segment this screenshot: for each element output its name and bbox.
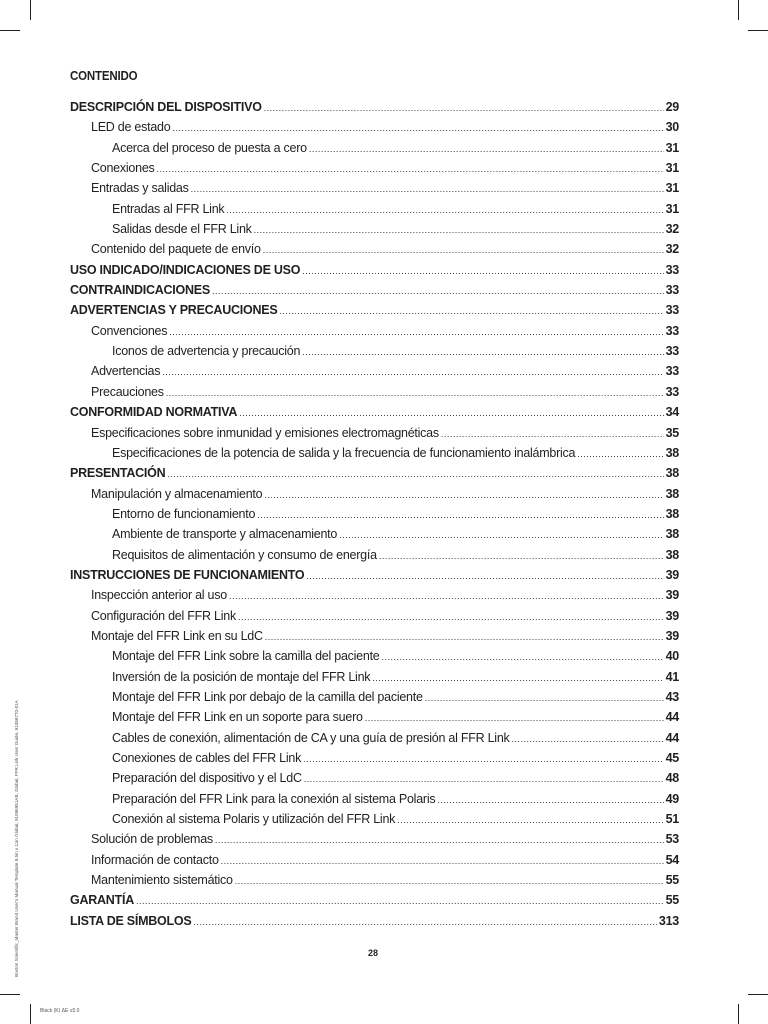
toc-entry-label: Montaje del FFR Link sobre la camilla del paciente: [112, 649, 380, 664]
toc-entry-page: 38: [665, 486, 679, 501]
dot-leader: [238, 607, 664, 627]
dot-leader: [425, 688, 664, 708]
toc-entry-label: Requisitos de alimentación y consumo de energía: [112, 547, 377, 562]
toc-entry[interactable]: [70, 646, 679, 666]
toc-entry-page: 35: [665, 425, 679, 440]
toc-entry-label: Entorno de funcionamiento: [112, 506, 256, 521]
toc-entry[interactable]: [70, 606, 679, 626]
toc-entry[interactable]: [70, 423, 679, 443]
toc-entry-page: 39: [665, 567, 679, 582]
dot-leader: [577, 444, 663, 464]
crop-mark-top-right: [738, 0, 739, 20]
toc-entry-page: 33: [665, 303, 679, 318]
dot-leader: [157, 159, 664, 179]
toc-entry-label: Inversión de la posición de montaje del FFR Link: [112, 669, 371, 684]
toc-entry-label: Precauciones: [91, 384, 164, 399]
toc-entry-page: 38: [665, 506, 679, 521]
toc-entry-page: 31: [665, 140, 679, 155]
toc-entry[interactable]: [70, 850, 679, 870]
dot-leader: [264, 98, 664, 118]
toc-entry-label: Preparación del dispositivo y el LdC: [112, 771, 302, 786]
toc-entry-label: Preparación del FFR Link para la conexión al sistema Polaris: [112, 791, 436, 806]
toc-entry[interactable]: [70, 728, 679, 748]
dot-leader: [265, 627, 664, 647]
dot-leader: [279, 301, 663, 321]
toc-entry-label: INSTRUCCIONES DE FUNCIONAMIENTO: [70, 567, 305, 582]
toc-entry-label: Solución de problemas: [91, 832, 213, 847]
toc-entry[interactable]: [70, 484, 679, 504]
dot-leader: [309, 139, 664, 159]
dot-leader: [229, 586, 664, 606]
dot-leader: [212, 281, 664, 301]
dot-leader: [264, 485, 663, 505]
toc-entry-page: 55: [665, 873, 679, 888]
toc-entry-page: 44: [665, 730, 679, 745]
toc-entry-page: 38: [665, 445, 679, 460]
toc-entry-page: 41: [665, 669, 679, 684]
toc-entry-label: Montaje del FFR Link por debajo de la camilla del paciente: [112, 689, 423, 704]
dot-leader: [239, 403, 663, 423]
toc-entry[interactable]: [70, 260, 679, 280]
toc-entry-page: 39: [665, 608, 679, 623]
dot-leader: [372, 668, 663, 688]
toc-entry-label: Acerca del proceso de puesta a cero: [112, 140, 307, 155]
dot-leader: [306, 566, 663, 586]
crop-mark-bottom-right: [738, 1004, 739, 1024]
toc-entry-label: GARANTÍA: [70, 893, 134, 908]
toc-entry-page: 31: [665, 181, 679, 196]
toc-entry-label: Ambiente de transporte y almacenamiento: [112, 527, 338, 542]
toc-entry[interactable]: [70, 158, 679, 178]
table-of-contents: [70, 97, 679, 931]
toc-entry-label: Entradas al FFR Link: [112, 201, 225, 216]
toc-entry-page: 33: [665, 262, 679, 277]
toc-entry[interactable]: [70, 361, 679, 381]
toc-entry-label: Especificaciones de la potencia de salida y la frecuencia de funcionamiento inalámbrica: [112, 445, 576, 460]
toc-entry-label: Manipulación y almacenamiento: [91, 486, 263, 501]
crop-mark-top-left: [0, 30, 20, 31]
toc-entry[interactable]: [70, 463, 679, 483]
toc-entry[interactable]: [70, 707, 679, 727]
toc-entry-label: ADVERTENCIAS Y PRECAUCIONES: [70, 303, 278, 318]
toc-entry[interactable]: [70, 341, 679, 361]
dot-leader: [226, 200, 663, 220]
toc-entry[interactable]: [70, 585, 679, 605]
toc-entry-page: 39: [665, 588, 679, 603]
crop-mark-bottom-left: [0, 994, 20, 995]
toc-entry-label: USO INDICADO/INDICACIONES DE USO: [70, 262, 301, 277]
crop-mark-bottom-right: [748, 994, 768, 995]
dot-leader: [441, 424, 664, 444]
toc-entry[interactable]: [70, 178, 679, 198]
dot-leader: [365, 708, 664, 728]
dot-leader: [437, 790, 663, 810]
dot-leader: [397, 810, 663, 830]
toc-entry-label: Inspección anterior al uso: [91, 588, 227, 603]
toc-entry-page: 38: [665, 527, 679, 542]
page-number: 28: [367, 948, 378, 958]
toc-entry-page: 32: [665, 222, 679, 237]
toc-entry[interactable]: [70, 138, 679, 158]
dot-leader: [166, 383, 664, 403]
toc-entry[interactable]: [70, 97, 679, 117]
crop-mark-top-left: [30, 0, 31, 20]
toc-entry[interactable]: [70, 300, 679, 320]
toc-entry[interactable]: [70, 911, 679, 931]
toc-entry-page: 29: [665, 100, 679, 114]
toc-entry-label: Convenciones: [91, 323, 168, 338]
toc-entry-label: CONTRAINDICACIONES: [70, 283, 210, 298]
dot-leader: [215, 830, 664, 850]
toc-entry[interactable]: [70, 382, 679, 402]
toc-entry[interactable]: [70, 239, 679, 259]
toc-entry-label: Especificaciones sobre inmunidad y emisiones electromagnéticas: [91, 425, 439, 440]
toc-entry-page: 55: [665, 893, 679, 908]
dot-leader: [379, 546, 664, 566]
toc-entry-page: 38: [665, 547, 679, 562]
toc-entry[interactable]: [70, 117, 679, 137]
toc-entry[interactable]: [70, 199, 679, 219]
dot-leader: [254, 220, 664, 240]
toc-entry-page: 33: [665, 384, 679, 399]
toc-entry-page: 54: [665, 852, 679, 867]
toc-entry-label: Entradas y salidas: [91, 181, 189, 196]
dot-leader: [193, 912, 656, 932]
toc-entry-page: 33: [665, 364, 679, 379]
toc-entry-page: 34: [665, 405, 679, 420]
toc-entry-page: 49: [665, 791, 679, 806]
toc-entry[interactable]: [70, 789, 679, 809]
toc-entry[interactable]: [70, 748, 679, 768]
dot-leader: [257, 505, 663, 525]
toc-entry-label: Información de contacto: [91, 852, 219, 867]
print-slug: Black (K) ΔE ≤5.0: [40, 1008, 80, 1014]
dot-leader: [235, 871, 664, 891]
dot-leader: [302, 342, 663, 362]
dot-leader: [169, 322, 663, 342]
toc-entry-label: Conexiones: [91, 161, 155, 176]
toc-entry-label: Configuración del FFR Link: [91, 608, 236, 623]
side-imprint-note: Boston Scientific_Master Brand User's Manual Template 8.5in x 11in Global, 91086951AB, Global, FFR Link User Guide, 91086770-01A: [14, 700, 19, 977]
toc-entry-label: Conexiones de cables del FFR Link: [112, 751, 302, 765]
toc-entry[interactable]: [70, 687, 679, 707]
dot-leader: [191, 179, 664, 199]
toc-entry-page: 44: [665, 710, 679, 725]
toc-entry-label: Montaje del FFR Link en un soporte para suero: [112, 710, 363, 725]
toc-entry-page: 38: [665, 466, 679, 481]
crop-mark-top-right: [748, 30, 768, 31]
toc-heading: CONTENIDO: [70, 69, 138, 83]
dot-leader: [162, 362, 663, 382]
dot-leader: [167, 464, 663, 484]
dot-leader: [172, 118, 663, 138]
toc-entry[interactable]: [70, 626, 679, 646]
toc-entry-page: 31: [665, 201, 679, 216]
dot-leader: [339, 525, 663, 545]
toc-entry-page: 53: [665, 832, 679, 847]
toc-entry-label: Advertencias: [91, 364, 161, 379]
dot-leader: [221, 851, 664, 871]
toc-entry-page: 43: [665, 689, 679, 704]
dot-leader: [136, 891, 664, 911]
toc-entry[interactable]: [70, 443, 679, 463]
toc-entry[interactable]: [70, 524, 679, 544]
toc-entry-page: 48: [665, 771, 679, 786]
dot-leader: [263, 240, 664, 260]
toc-entry-label: Montaje del FFR Link en su LdC: [91, 628, 263, 643]
dot-leader: [303, 749, 664, 769]
toc-entry[interactable]: [70, 565, 679, 585]
toc-entry-label: Salidas desde el FFR Link: [112, 222, 252, 237]
toc-entry[interactable]: [70, 219, 679, 239]
toc-entry-page: 33: [665, 323, 679, 338]
toc-entry-page: 30: [665, 120, 679, 135]
toc-entry[interactable]: [70, 870, 679, 890]
toc-entry-label: LED de estado: [91, 120, 171, 135]
toc-entry[interactable]: [70, 667, 679, 687]
toc-entry-label: Conexión al sistema Polaris y utilización del FFR Link: [112, 812, 396, 827]
toc-entry-label: Contenido del paquete de envío: [91, 242, 261, 257]
toc-entry-page: 45: [665, 751, 679, 765]
toc-entry-label: CONFORMIDAD NORMATIVA: [70, 405, 238, 420]
toc-entry-page: 39: [665, 628, 679, 643]
toc-entry-label: Cables de conexión, alimentación de CA y una guía de presión al FFR Link: [112, 730, 510, 745]
dot-leader: [382, 647, 664, 667]
toc-entry-page: 313: [658, 913, 679, 928]
dot-leader: [302, 261, 663, 281]
toc-entry-label: DESCRIPCIÓN DEL DISPOSITIVO: [70, 100, 262, 114]
toc-entry-label: PRESENTACIÓN: [70, 466, 166, 481]
crop-mark-bottom-left: [30, 1004, 31, 1024]
toc-entry-page: 31: [665, 161, 679, 176]
toc-entry-page: 33: [665, 344, 679, 359]
toc-entry[interactable]: [70, 402, 679, 422]
toc-entry[interactable]: [70, 890, 679, 910]
dot-leader: [304, 769, 664, 789]
toc-entry[interactable]: [70, 545, 679, 565]
toc-entry[interactable]: [70, 280, 679, 300]
toc-entry-label: LISTA DE SÍMBOLOS: [70, 913, 192, 928]
toc-entry-page: 51: [665, 812, 679, 827]
toc-entry-page: 40: [665, 649, 679, 664]
dot-leader: [512, 729, 664, 749]
toc-entry[interactable]: [70, 809, 679, 829]
toc-entry-page: 33: [665, 283, 679, 298]
toc-entry[interactable]: [70, 504, 679, 524]
toc-entry[interactable]: [70, 829, 679, 849]
toc-entry[interactable]: [70, 321, 679, 341]
toc-entry[interactable]: [70, 768, 679, 788]
toc-entry-label: Iconos de advertencia y precaución: [112, 344, 301, 359]
toc-entry-label: Mantenimiento sistemático: [91, 873, 233, 888]
toc-entry-page: 32: [665, 242, 679, 257]
